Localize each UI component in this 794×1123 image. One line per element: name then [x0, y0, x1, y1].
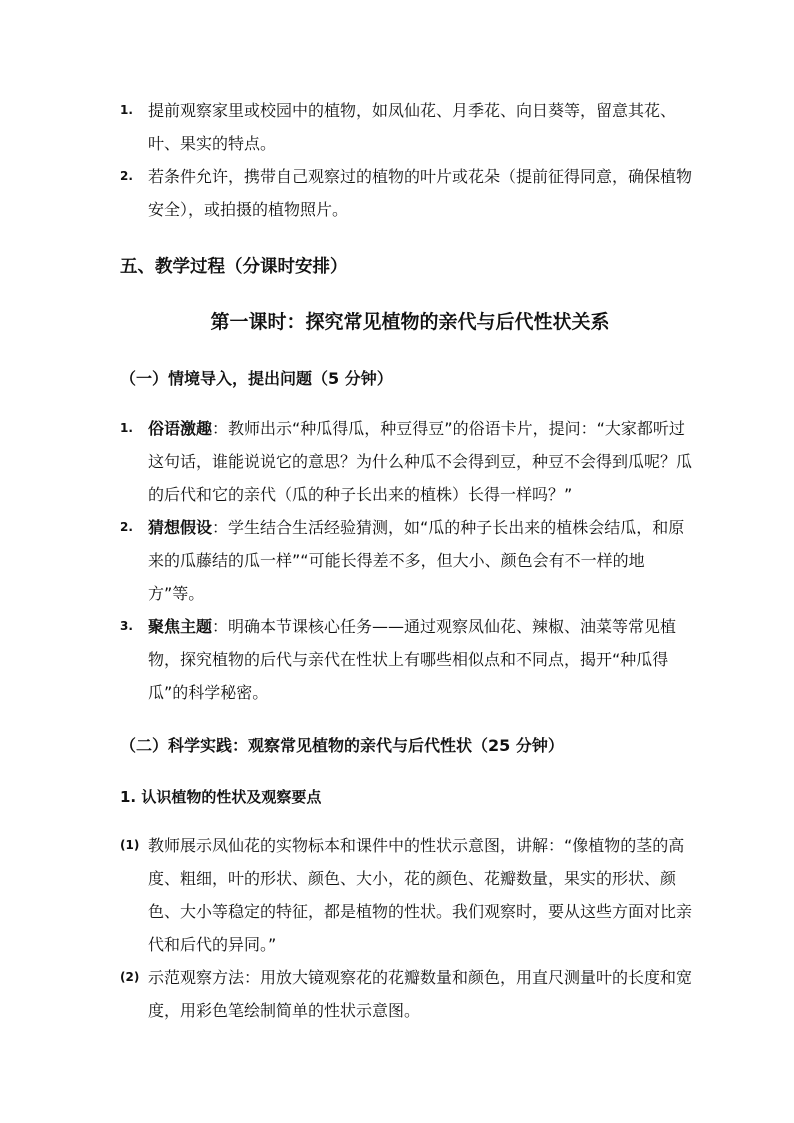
- list-number: 3.: [120, 619, 133, 633]
- point1-title: 1. 认识植物的性状及观察要点: [120, 788, 322, 806]
- item-text: ：学生结合生活经验猜测，如“瓜的种子长出来的植株会结瓜，和原来的瓜藤结的瓜一样”“可能长得差不多，但大小、颜色会有不一样的地方”等。: [148, 518, 685, 603]
- list-number: 2.: [120, 169, 133, 183]
- lesson-title: 第一课时：探究常见植物的亲代与后代性状关系: [210, 311, 610, 333]
- prep-list: [120, 94, 700, 226]
- prep-item-text: 若条件允许，携带自己观察过的植物的叶片或花朵（提前征得同意，确保植物安全），或拍摄的植物照片。: [148, 167, 693, 219]
- item-label: 聚焦主题: [148, 617, 213, 636]
- item-label: 猜想假设: [148, 518, 213, 537]
- part2-title: （二）科学实践：观察常见植物的亲代与后代性状（25 分钟）: [120, 736, 564, 755]
- item-text: 教师展示凤仙花的实物标本和课件中的性状示意图，讲解：“像植物的茎的高度、粗细，叶的形状、颜色、大小，花的颜色、花瓣数量，果实的形状、颜色、大小等稳定的特征，都是植物的性状。我们观察时，要从这些方面对比亲代和后代的异同。”: [148, 836, 693, 954]
- part2-item-1: [120, 829, 700, 961]
- prep-item-2: [120, 160, 700, 226]
- prep-item-1: [120, 94, 700, 160]
- part1-list: [120, 412, 700, 709]
- list-number: 1.: [120, 103, 133, 117]
- item-text: ：教师出示“种瓜得瓜，种豆得豆”的俗语卡片，提问：“大家都听过这句话，谁能说说它的意思？为什么种瓜不会得到豆，种豆不会得到瓜呢？瓜的后代和它的亲代（瓜的种子长出来的植株）长得一样吗？”: [148, 419, 693, 504]
- part1-title: （一）情境导入，提出问题（5 分钟）: [120, 369, 393, 388]
- section-title: 五、教学过程（分课时安排）: [120, 257, 348, 277]
- item-text: 示范观察方法：用放大镜观察花的花瓣数量和颜色，用直尺测量叶的长度和宽度，用彩色笔绘制简单的性状示意图。: [148, 968, 693, 1020]
- part1-item-2: [120, 511, 700, 610]
- part2-item-2: [120, 961, 700, 1027]
- item-text: ：明确本节课核心任务——通过观察凤仙花、辣椒、油菜等常见植物，探究植物的后代与亲代在性状上有哪些相似点和不同点，揭开“种瓜得瓜”的科学秘密。: [148, 617, 677, 702]
- list-number: 1.: [120, 421, 133, 435]
- list-number: (1): [120, 838, 140, 852]
- part1-item-1: [120, 412, 700, 511]
- list-number: (2): [120, 970, 140, 984]
- item-label: 俗语激趣: [148, 419, 213, 438]
- prep-item-text: 提前观察家里或校园中的植物，如凤仙花、月季花、向日葵等，留意其花、叶、果实的特点。: [148, 101, 677, 153]
- part1-item-3: [120, 610, 700, 709]
- list-number: 2.: [120, 520, 133, 534]
- part2-list: [120, 829, 700, 1027]
